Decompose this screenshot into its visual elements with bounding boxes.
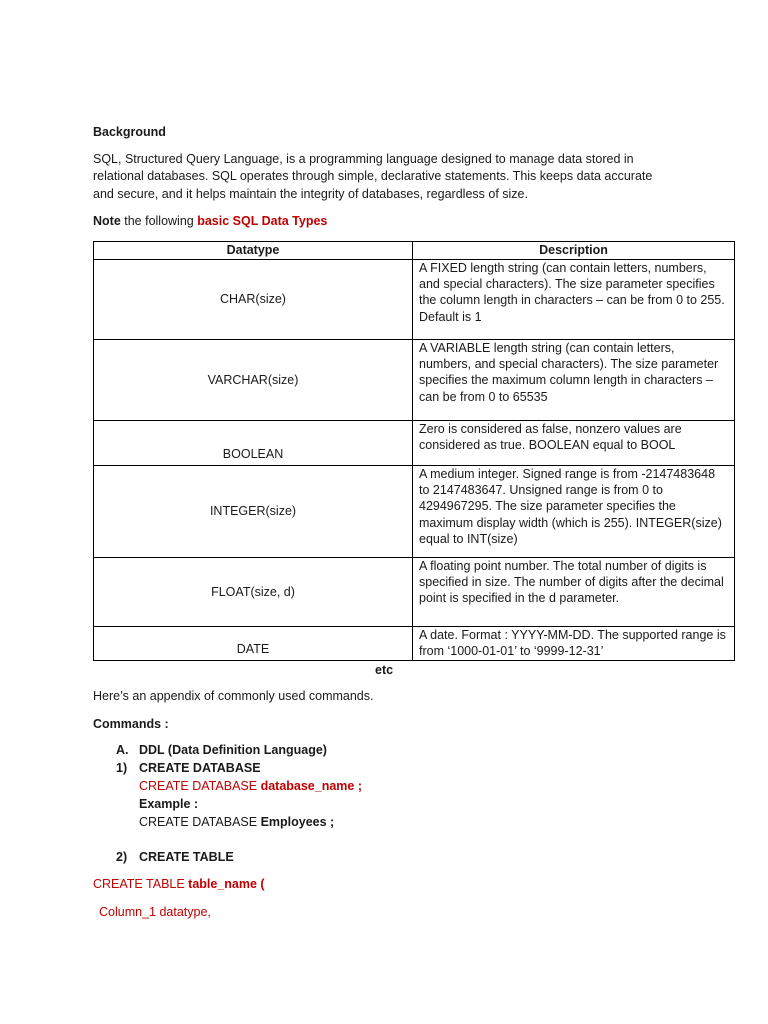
note-text: the following [120,214,198,228]
table-header-row [94,242,735,260]
note-highlight: basic SQL Data Types [197,214,328,228]
datatype-cell: FLOAT(size, d) [94,558,413,627]
column-definition-line: Column_1 datatype, [99,905,211,919]
table-row [94,340,735,421]
create-database-syntax [139,778,362,795]
example-label: Example : [139,797,199,811]
note-line [93,213,327,230]
background-line-3: and secure, and it helps maintain the integrity of databases, regardless of size. [93,187,528,201]
example-value: Employees ; [260,815,335,829]
commands-heading: Commands : [93,717,169,731]
background-line-2: relational databases. SQL operates through simple, declarative statements. This keeps data accurate [93,169,653,183]
description-cell: A medium integer. Signed range is from -2147483648 to 2147483647. Unsigned range is from 0 to 4294967295. The size parameter specifies the maximum display width (which is 255). INTEGER(size) equal to INT(size) [413,466,735,558]
item1-label: CREATE DATABASE [139,761,261,775]
table-etc-caption: etc [375,663,394,677]
note-label: Note [93,214,121,228]
example-keyword: CREATE DATABASE [139,815,261,829]
appendix-intro: Here’s an appendix of commonly used commands. [93,689,374,703]
table-row [94,421,735,466]
item1-marker: 1) [116,761,128,775]
description-cell: A FIXED length string (can contain letters, numbers, and special characters). The size parameter specifies the column length in characters – can be from 0 to 255. Default is 1 [413,260,735,340]
table-row [94,466,735,558]
background-heading: Background [93,125,166,139]
datatype-cell: INTEGER(size) [94,466,413,558]
column-header-datatype: Datatype [94,242,413,260]
table-row [94,627,735,661]
description-cell: Zero is considered as false, nonzero values are considered as true. BOOLEAN equal to BOOL [413,421,735,466]
syntax-keyword: CREATE DATABASE [139,779,261,793]
description-cell: A floating point number. The total number of digits is specified in size. The number of digits after the decimal point is specified in the d parameter. [413,558,735,627]
create-database-example [139,814,334,831]
column-header-description: Description [413,242,735,260]
description-cell: A VARIABLE length string (can contain letters, numbers, and special characters). The size parameter specifies the maximum column length in characters – can be from 0 to 65535 [413,340,735,421]
background-line-1: SQL, Structured Query Language, is a programming language designed to manage data stored in [93,152,634,166]
item2-marker: 2) [116,850,128,864]
datatype-cell: CHAR(size) [94,260,413,340]
datatypes-table [93,241,735,661]
syntax-keyword: CREATE TABLE [93,877,189,891]
section-a-marker: A. [116,743,129,757]
item2-label: CREATE TABLE [139,850,234,864]
section-a-label: DDL (Data Definition Language) [139,743,327,757]
datatype-cell: BOOLEAN [94,421,413,466]
syntax-placeholder: database_name ; [260,779,362,793]
create-table-syntax [93,876,265,893]
datatype-cell: DATE [94,627,413,661]
table-row [94,558,735,627]
table-row [94,260,735,340]
datatype-cell: VARCHAR(size) [94,340,413,421]
description-cell: A date. Format : YYYY-MM-DD. The supported range is from ‘1000-01-01’ to ‘9999-12-31’ [413,627,735,661]
syntax-placeholder: table_name ( [188,877,265,891]
